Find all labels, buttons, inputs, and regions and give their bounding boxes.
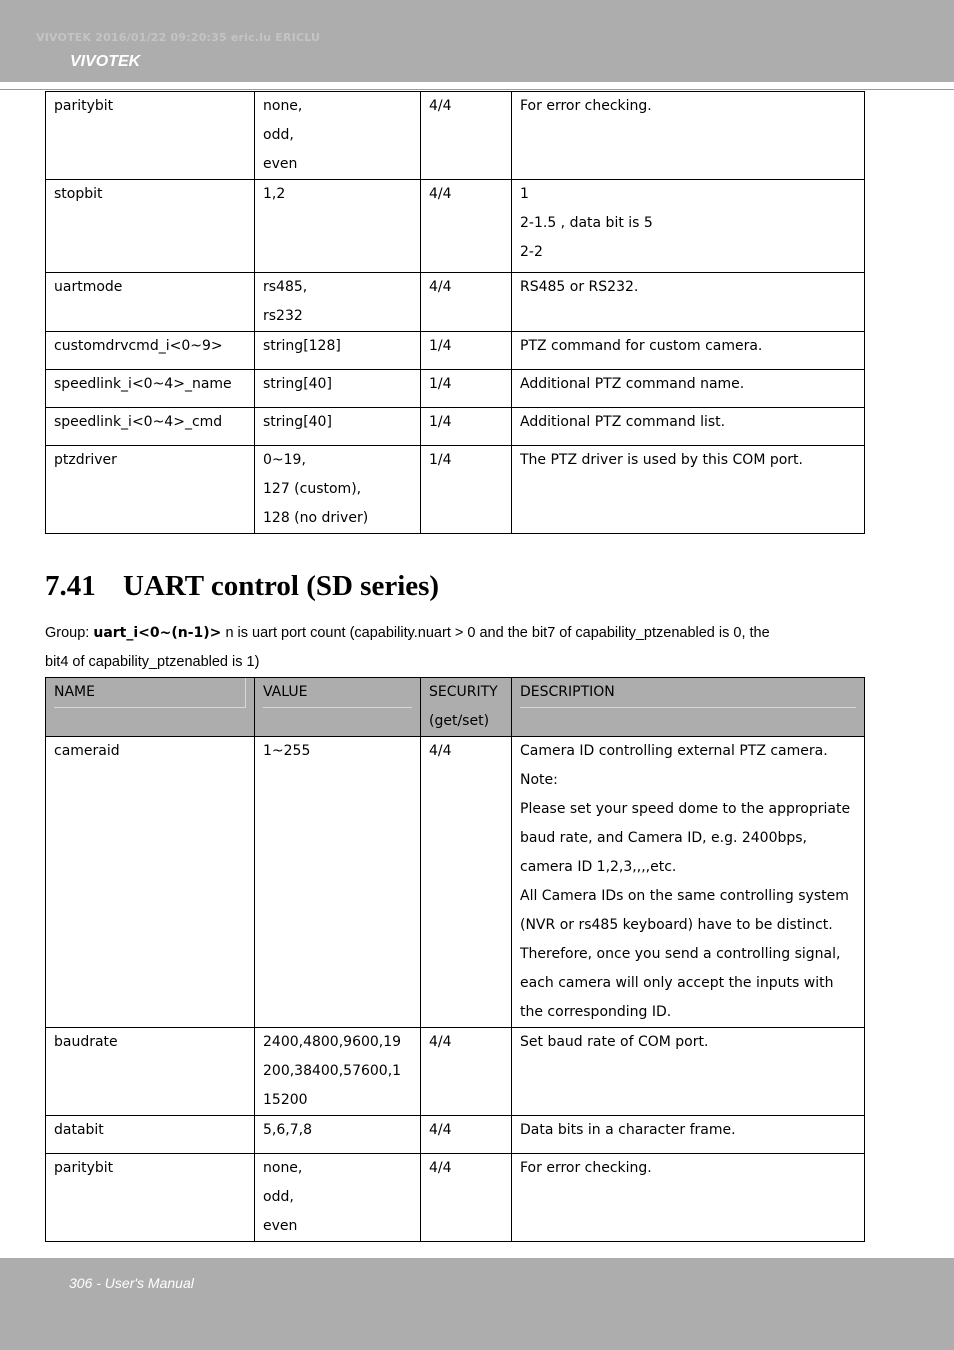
param-value: rs485, rs232 — [255, 273, 421, 332]
column-header-value: VALUE — [255, 678, 421, 737]
param-name: speedlink_i<0~4>_name — [46, 370, 255, 408]
header-divider — [0, 89, 954, 90]
group-text-line1: n is uart port count (capability.nuart > 0 and the bit7 of capability_ptzenabled is 0, the — [221, 625, 770, 641]
page-number-label: 306 - User's Manual — [69, 1275, 194, 1291]
param-value: 1~255 — [255, 737, 421, 1028]
section-number: 7.41 — [45, 570, 96, 602]
param-name: baudrate — [46, 1028, 255, 1116]
param-name: customdrvcmd_i<0~9> — [46, 332, 255, 370]
parameter-table-continued — [45, 91, 865, 534]
param-name: stopbit — [46, 180, 255, 273]
param-name: databit — [46, 1116, 255, 1154]
table-row — [46, 1154, 865, 1242]
param-value: none, odd, even — [255, 1154, 421, 1242]
param-value: 1,2 — [255, 180, 421, 273]
param-value: string[128] — [255, 332, 421, 370]
group-label: Group: — [45, 625, 94, 641]
param-security: 4/4 — [421, 1116, 512, 1154]
param-security: 1/4 — [421, 370, 512, 408]
param-description: RS485 or RS232. — [512, 273, 865, 332]
param-description: Additional PTZ command name. — [512, 370, 865, 408]
column-header-description: DESCRIPTION — [512, 678, 865, 737]
param-description: Set baud rate of COM port. — [512, 1028, 865, 1116]
param-security: 4/4 — [421, 1154, 512, 1242]
param-name: paritybit — [46, 1154, 255, 1242]
param-name: uartmode — [46, 273, 255, 332]
table-row — [46, 408, 865, 446]
param-security: 4/4 — [421, 92, 512, 180]
param-security: 1/4 — [421, 332, 512, 370]
table-row — [46, 370, 865, 408]
group-name: uart_i<0~(n-1)> — [93, 625, 222, 641]
param-security: 4/4 — [421, 180, 512, 273]
param-value: string[40] — [255, 370, 421, 408]
param-name: cameraid — [46, 737, 255, 1028]
param-description: PTZ command for custom camera. — [512, 332, 865, 370]
table-row — [46, 332, 865, 370]
section-title-text: UART control (SD series) — [123, 570, 440, 602]
param-description: 1 2-1.5 , data bit is 5 2-2 — [512, 180, 865, 273]
param-value: 2400,4800,9600,19 200,38400,57600,1 15200 — [255, 1028, 421, 1116]
param-security: 4/4 — [421, 1028, 512, 1116]
group-description — [45, 619, 875, 677]
param-description: Additional PTZ command list. — [512, 408, 865, 446]
param-value: 0~19, 127 (custom), 128 (no driver) — [255, 446, 421, 534]
param-description: The PTZ driver is used by this COM port. — [512, 446, 865, 534]
param-security: 4/4 — [421, 737, 512, 1028]
param-name: ptzdriver — [46, 446, 255, 534]
table-row — [46, 446, 865, 534]
param-name: paritybit — [46, 92, 255, 180]
param-name: speedlink_i<0~4>_cmd — [46, 408, 255, 446]
page-footer — [0, 1258, 954, 1350]
page-header — [0, 0, 954, 82]
watermark-text: VIVOTEK 2016/01/22 09:20:35 eric.lu ERICLU — [36, 31, 321, 44]
section-heading — [45, 570, 439, 603]
param-security: 1/4 — [421, 408, 512, 446]
column-header-name: NAME — [46, 678, 255, 737]
param-description: For error checking. — [512, 1154, 865, 1242]
table-row — [46, 1028, 865, 1116]
table-row — [46, 92, 865, 180]
table-row — [46, 737, 865, 1028]
param-description: Camera ID controlling external PTZ camera. Note: Please set your speed dome to the appropriate baud rate, and Camera ID, e.g. 2400bps, camera ID 1,2,3,,,,etc. All Camera IDs on the same controlling system (NVR or rs485 keyboard) have to be distinct. Therefore, once you send a controlling signal, each camera will only accept the inputs with the corresponding ID. — [512, 737, 865, 1028]
param-security: 4/4 — [421, 273, 512, 332]
group-text-line2: bit4 of capability_ptzenabled is 1) — [45, 654, 260, 670]
param-value: 5,6,7,8 — [255, 1116, 421, 1154]
param-value: none, odd, even — [255, 92, 421, 180]
column-header-security: SECURITY (get/set) — [421, 678, 512, 737]
table-row — [46, 1116, 865, 1154]
table-row — [46, 273, 865, 332]
param-value: string[40] — [255, 408, 421, 446]
param-security: 1/4 — [421, 446, 512, 534]
param-description: For error checking. — [512, 92, 865, 180]
table-row — [46, 180, 865, 273]
param-description: Data bits in a character frame. — [512, 1116, 865, 1154]
brand-logo-text: VIVOTEK — [70, 53, 141, 70]
uart-parameter-table — [45, 677, 865, 1242]
table-header-row — [46, 678, 865, 737]
